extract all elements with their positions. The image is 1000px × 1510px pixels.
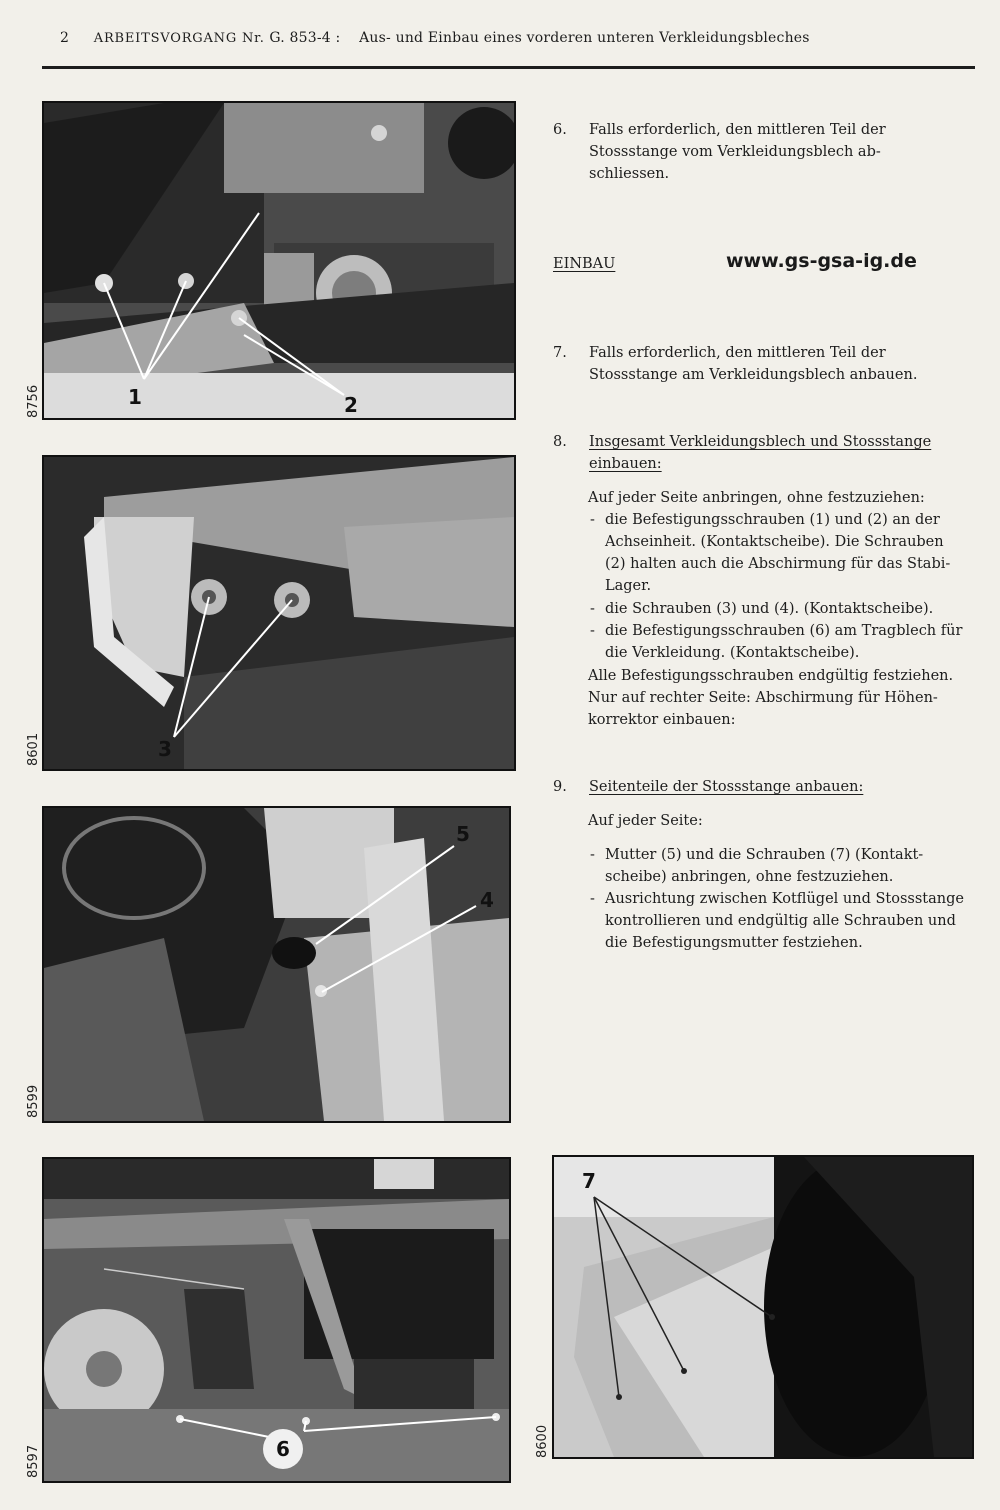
callout-1: 1 — [128, 385, 142, 409]
page-number: 2 — [60, 30, 70, 46]
figure-number-8597: 8597 — [26, 1444, 41, 1478]
bullet-line: Ausrichtung zwischen Kotflügel und Stossstange — [605, 891, 964, 907]
step-line: schliessen. — [589, 166, 670, 182]
step-number: 6. — [553, 122, 567, 138]
step-line: Stossstange am Verkleidungsblech anbauen. — [589, 367, 918, 383]
procedure-number: G. 853-4 : — [269, 30, 341, 46]
header-divider — [42, 66, 975, 69]
page-title: Aus- und Einbau eines vorderen unteren Verkleidungsbleches — [359, 30, 810, 46]
step-line: Stossstange vom Verkleidungsblech ab- — [589, 144, 881, 160]
callout-2: 2 — [344, 393, 358, 417]
bullet-line: kontrollieren und endgültig alle Schrauben und — [605, 913, 956, 929]
outro-line: Nur auf rechter Seite: Abschirmung für Höhen- — [588, 690, 938, 706]
figure-number-8600: 8600 — [535, 1424, 550, 1458]
bullet-line: die Befestigungsschrauben (1) und (2) an der — [605, 512, 940, 528]
figure-number-8601: 8601 — [26, 732, 41, 766]
step-8-bullet-1: - die Befestigungsschrauben (1) und (2) an der Achseinheit. (Kontaktscheibe). Die Schrauben (2) halten auch die Abschirmung für das Stabi- Lager. — [590, 509, 970, 597]
website-watermark: www.gs-gsa-ig.de — [726, 250, 917, 272]
step-9-intro: Auf jeder Seite: — [588, 813, 703, 829]
bullet-line: scheibe) anbringen, ohne festzuziehen. — [605, 869, 894, 885]
figure-number-8756: 8756 — [26, 384, 41, 418]
photo-8599 — [42, 806, 511, 1123]
callout-7: 7 — [582, 1169, 596, 1193]
arbeitsvorgang-label: ARBEITSVORGANG Nr. — [93, 31, 265, 46]
photo-8756 — [42, 101, 516, 420]
step-9 — [553, 776, 973, 802]
callout-6: 6 — [276, 1437, 290, 1461]
bullet-line: die Verkleidung. (Kontaktscheibe). — [605, 645, 860, 661]
step-7 — [553, 342, 973, 392]
bullet-line: Mutter (5) und die Schrauben (7) (Kontakt- — [605, 847, 924, 863]
step-heading: einbauen: — [589, 456, 662, 472]
step-number: 9. — [553, 779, 567, 795]
step-8-bullet-2: - die Schrauben (3) und (4). (Kontaktscheibe). — [590, 598, 970, 620]
photo-8601 — [42, 455, 516, 771]
bullet-line: Lager. — [605, 578, 652, 594]
step-line: Falls erforderlich, den mittleren Teil der — [589, 122, 886, 138]
step-8-bullet-3: - die Befestigungsschrauben (6) am Tragblech für die Verkleidung. (Kontaktscheibe). — [590, 620, 970, 664]
step-9-bullet-2: - Ausrichtung zwischen Kotflügel und Stossstange kontrollieren und endgültig alle Schrauben und die Befestigungsmutter festziehen. — [590, 888, 970, 954]
callout-4: 4 — [480, 888, 494, 912]
bullet-line: Achseinheit. (Kontaktscheibe). Die Schrauben — [605, 534, 944, 550]
bullet-line: (2) halten auch die Abschirmung für das Stabi- — [605, 556, 951, 572]
section-einbau: EINBAU — [553, 256, 616, 272]
step-9-bullet-1: - Mutter (5) und die Schrauben (7) (Kontakt- scheibe) anbringen, ohne festzuziehen. — [590, 844, 970, 888]
step-heading: Seitenteile der Stossstange anbauen: — [589, 779, 864, 795]
outro-line: Alle Befestigungsschrauben endgültig festziehen. — [588, 668, 954, 684]
callout-3: 3 — [158, 737, 172, 761]
bullet-line: die Befestigungsmutter festziehen. — [605, 935, 863, 951]
photo-8600 — [552, 1155, 974, 1459]
step-line: Falls erforderlich, den mittleren Teil der — [589, 345, 886, 361]
page-header — [60, 30, 975, 46]
step-8-outro — [588, 665, 953, 731]
photo-8597 — [42, 1157, 511, 1483]
bullet-line: die Schrauben (3) und (4). (Kontaktscheibe). — [605, 601, 934, 617]
step-6 — [553, 119, 973, 189]
callout-5: 5 — [456, 822, 470, 846]
step-number: 7. — [553, 345, 567, 361]
step-heading: Insgesamt Verkleidungsblech und Stossstange — [589, 434, 932, 450]
figure-number-8599: 8599 — [26, 1084, 41, 1118]
bullet-line: die Befestigungsschrauben (6) am Tragblech für — [605, 623, 963, 639]
step-8 — [553, 431, 973, 481]
outro-line: korrektor einbauen: — [588, 712, 736, 728]
step-number: 8. — [553, 434, 567, 450]
step-8-intro: Auf jeder Seite anbringen, ohne festzuziehen: — [588, 490, 925, 506]
